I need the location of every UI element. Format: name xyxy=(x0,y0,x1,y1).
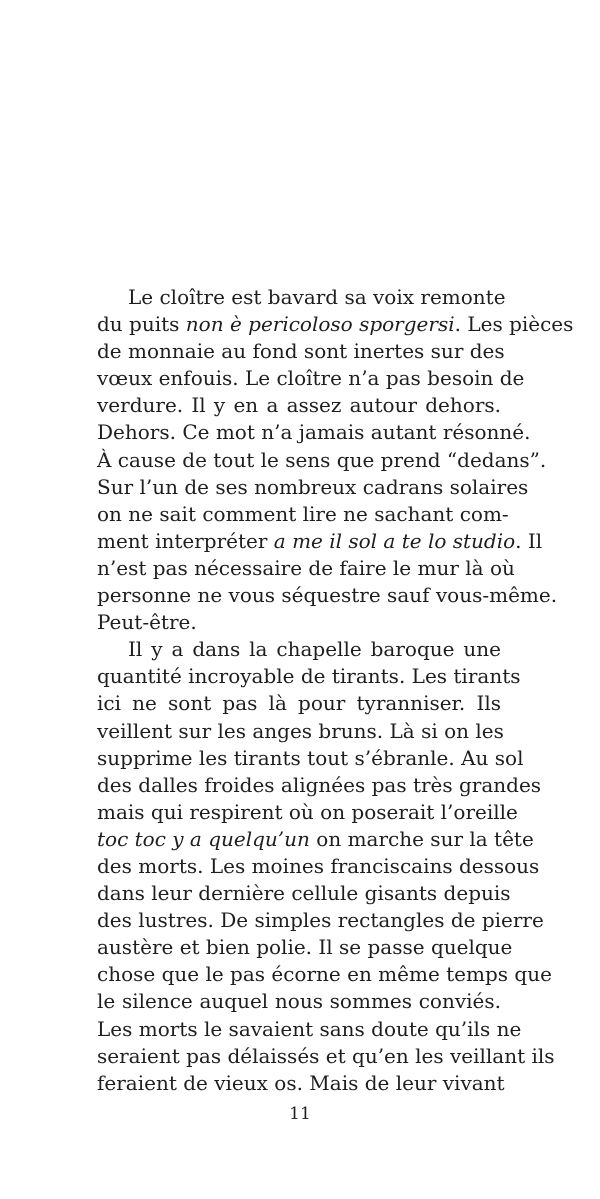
text-run: Il y a dans la chapelle baroque une xyxy=(128,637,501,662)
page-number: 11 xyxy=(289,1104,311,1124)
text-line xyxy=(97,528,543,555)
text-run: seraient pas délaissés et qu’en les veillant ils xyxy=(97,1043,555,1068)
text-run: . Les pièces xyxy=(454,312,574,337)
text-line xyxy=(97,1070,505,1097)
text-run: Les morts le savaient sans doute qu’ils ne xyxy=(97,1016,522,1041)
text-run: mais qui respirent où on poserait l’oreille xyxy=(97,799,518,824)
text-line xyxy=(97,799,518,826)
page-body-text xyxy=(97,284,574,1097)
text-run: des lustres. De simples rectangles de pierre xyxy=(97,908,544,933)
text-run: verdure. Il y en a assez autour dehors. xyxy=(97,393,501,418)
text-line xyxy=(97,663,521,690)
text-line xyxy=(97,501,509,528)
text-line xyxy=(97,284,506,311)
text-line xyxy=(97,961,552,988)
text-line xyxy=(97,474,529,501)
text-line xyxy=(97,419,531,446)
text-line xyxy=(97,880,511,907)
text-line xyxy=(97,338,505,365)
text-run: Dehors. Ce mot n’a jamais autant résonné. xyxy=(97,420,531,445)
text-line xyxy=(97,636,501,663)
text-run: supprime les tirants tout s’ébranle. Au sol xyxy=(97,745,524,770)
text-run: Sur l’un de ses nombreux cadrans solaires xyxy=(97,474,529,499)
text-line xyxy=(97,311,574,338)
text-run: ment interpréter xyxy=(97,528,274,553)
text-line xyxy=(97,447,547,474)
text-run: austère et bien polie. Il se passe quelque xyxy=(97,935,513,960)
text-run: Peut-être. xyxy=(97,610,197,635)
text-line xyxy=(97,582,558,609)
text-run: dans leur dernière cellule gisants depuis xyxy=(97,881,511,906)
text-line xyxy=(97,745,524,772)
text-line xyxy=(97,718,504,745)
text-line xyxy=(97,392,501,419)
text-run: Le cloître est bavard sa voix remonte xyxy=(128,285,506,309)
text-run: À cause de tout le sens que prend “dedans”. xyxy=(97,447,547,472)
text-run: on ne sait comment lire ne sachant com- xyxy=(97,501,509,526)
text-line xyxy=(97,365,525,392)
text-line xyxy=(97,1016,522,1043)
text-run: ici ne sont pas là pour tyranniser. Ils xyxy=(97,691,501,716)
text-line xyxy=(97,826,534,853)
text-run: quantité incroyable de tirants. Les tirants xyxy=(97,664,521,689)
text-run: vœux enfouis. Le cloître n’a pas besoin de xyxy=(97,366,525,391)
text-line xyxy=(97,772,542,799)
text-line xyxy=(97,907,544,934)
text-run: du puits xyxy=(97,312,186,337)
text-run: feraient de vieux os. Mais de leur vivant xyxy=(97,1070,505,1095)
text-line xyxy=(97,555,515,582)
text-line xyxy=(97,690,501,717)
text-run: on marche sur la tête xyxy=(309,826,534,851)
text-run: n’est pas nécessaire de faire le mur là où xyxy=(97,555,515,580)
text-line xyxy=(97,609,501,636)
italic-run: non è pericoloso sporgersi xyxy=(185,312,455,337)
text-line xyxy=(97,988,501,1015)
text-run: chose que le pas écorne en même temps que xyxy=(97,962,552,987)
text-line xyxy=(97,853,540,880)
text-line xyxy=(97,934,513,961)
text-run: . Il xyxy=(515,528,543,553)
text-run: le silence auquel nous sommes conviés. xyxy=(97,989,501,1014)
text-run: veillent sur les anges bruns. Là si on les xyxy=(97,718,504,743)
italic-run: toc toc y a quelqu’un xyxy=(97,826,310,851)
text-run: personne ne vous séquestre sauf vous-même. xyxy=(97,583,558,608)
text-run: des morts. Les moines franciscains dessous xyxy=(97,853,540,878)
text-run: de monnaie au fond sont inertes sur des xyxy=(97,339,505,364)
text-line xyxy=(97,1043,555,1070)
text-run: des dalles froides alignées pas très grandes xyxy=(97,772,542,797)
italic-run: a me il sol a te lo studio xyxy=(273,528,516,553)
